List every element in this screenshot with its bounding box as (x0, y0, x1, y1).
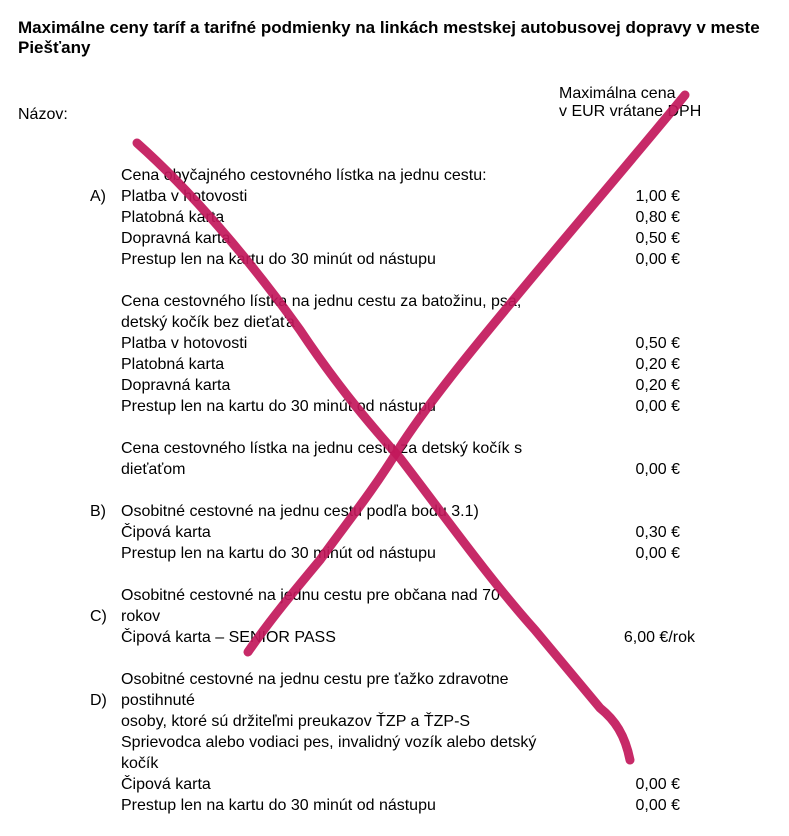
section-b-heading: Osobitné cestovné na jednu cestu podľa bodu 3.1) (121, 503, 479, 520)
section-a-heading: Cena obyčajného cestovného lístka na jednu cestu: (121, 167, 487, 184)
name-column-header: Názov: (18, 106, 68, 123)
cross-stroke-rising (248, 95, 685, 652)
section-d-row-price: 0,00 € (635, 797, 680, 814)
luggage-heading-line1: Cena cestovného lístka na jednu cestu za batožinu, psa, (121, 293, 522, 310)
price-column-header-line1: Maximálna cena (559, 85, 676, 102)
section-a-row-price: 0,50 € (635, 230, 680, 247)
section-d-line3: osoby, ktoré sú držiteľmi preukazov ŤZP a ŤZP-S (121, 713, 471, 730)
section-a-row-price: 1,00 € (635, 188, 680, 205)
section-d-line5: kočík (121, 755, 159, 772)
section-b-row-price: 0,30 € (635, 524, 680, 541)
section-c-line1: Osobitné cestovné na jednu cestu pre občana nad 70 (121, 587, 500, 604)
luggage-heading-line2: detský kočík bez dieťaťa (121, 314, 295, 331)
section-letter-d: D) (90, 692, 107, 709)
stroller-line1: Cena cestovného lístka na jednu cestu za detský kočík s (121, 440, 523, 457)
section-d-row-price: 0,00 € (635, 776, 680, 793)
section-c-line2: rokov (121, 608, 161, 625)
luggage-row-label: Dopravná karta (121, 377, 231, 394)
stroller-price: 0,00 € (635, 461, 680, 478)
section-a-row-label: Prestup len na kartu do 30 minút od nástupu (121, 251, 436, 268)
section-a-row-label: Dopravná karta (121, 230, 231, 247)
section-d-row-label: Čipová karta (121, 776, 211, 793)
luggage-row-label: Platba v hotovosti (121, 335, 248, 352)
section-letter-b: B) (90, 503, 106, 520)
section-b-row-price: 0,00 € (635, 545, 680, 562)
luggage-row-price: 0,50 € (635, 335, 680, 352)
luggage-row-label: Platobná karta (121, 356, 225, 373)
section-c-row-price: 6,00 €/rok (623, 629, 695, 646)
page-title: Maximálne ceny taríf a tarifné podmienky na linkách mestskej autobusovej dopravy v meste Piešťany (18, 18, 760, 57)
section-letter-c: C) (90, 608, 107, 625)
section-b-row-label: Čipová karta (121, 524, 211, 541)
luggage-row-label: Prestup len na kartu do 30 minút od nástupu (121, 398, 436, 415)
section-c-row-label: Čipová karta – SENIOR PASS (121, 629, 336, 646)
section-d-line2: postihnuté (121, 692, 195, 709)
section-a-row-price: 0,00 € (635, 251, 680, 268)
section-d-row-label: Prestup len na kartu do 30 minút od nástupu (121, 797, 436, 814)
section-letter-a: A) (90, 188, 106, 205)
cross-stroke-falling (137, 143, 630, 760)
section-b-row-label: Prestup len na kartu do 30 minút od nástupu (121, 545, 436, 562)
section-a-row-label: Platba v hotovosti (121, 188, 248, 205)
section-a-row-label: Platobná karta (121, 209, 225, 226)
luggage-row-price: 0,20 € (635, 356, 680, 373)
section-d-line1: Osobitné cestovné na jednu cestu pre ťažko zdravotne (121, 671, 509, 688)
stroller-line2: dieťaťom (121, 461, 186, 478)
luggage-row-price: 0,20 € (635, 377, 680, 394)
luggage-row-price: 0,00 € (635, 398, 680, 415)
section-a-row-price: 0,80 € (635, 209, 680, 226)
section-d-line4: Sprievodca alebo vodiaci pes, invalidný vozík alebo detský (121, 734, 537, 751)
price-column-header-line2: v EUR vrátane DPH (559, 103, 702, 120)
